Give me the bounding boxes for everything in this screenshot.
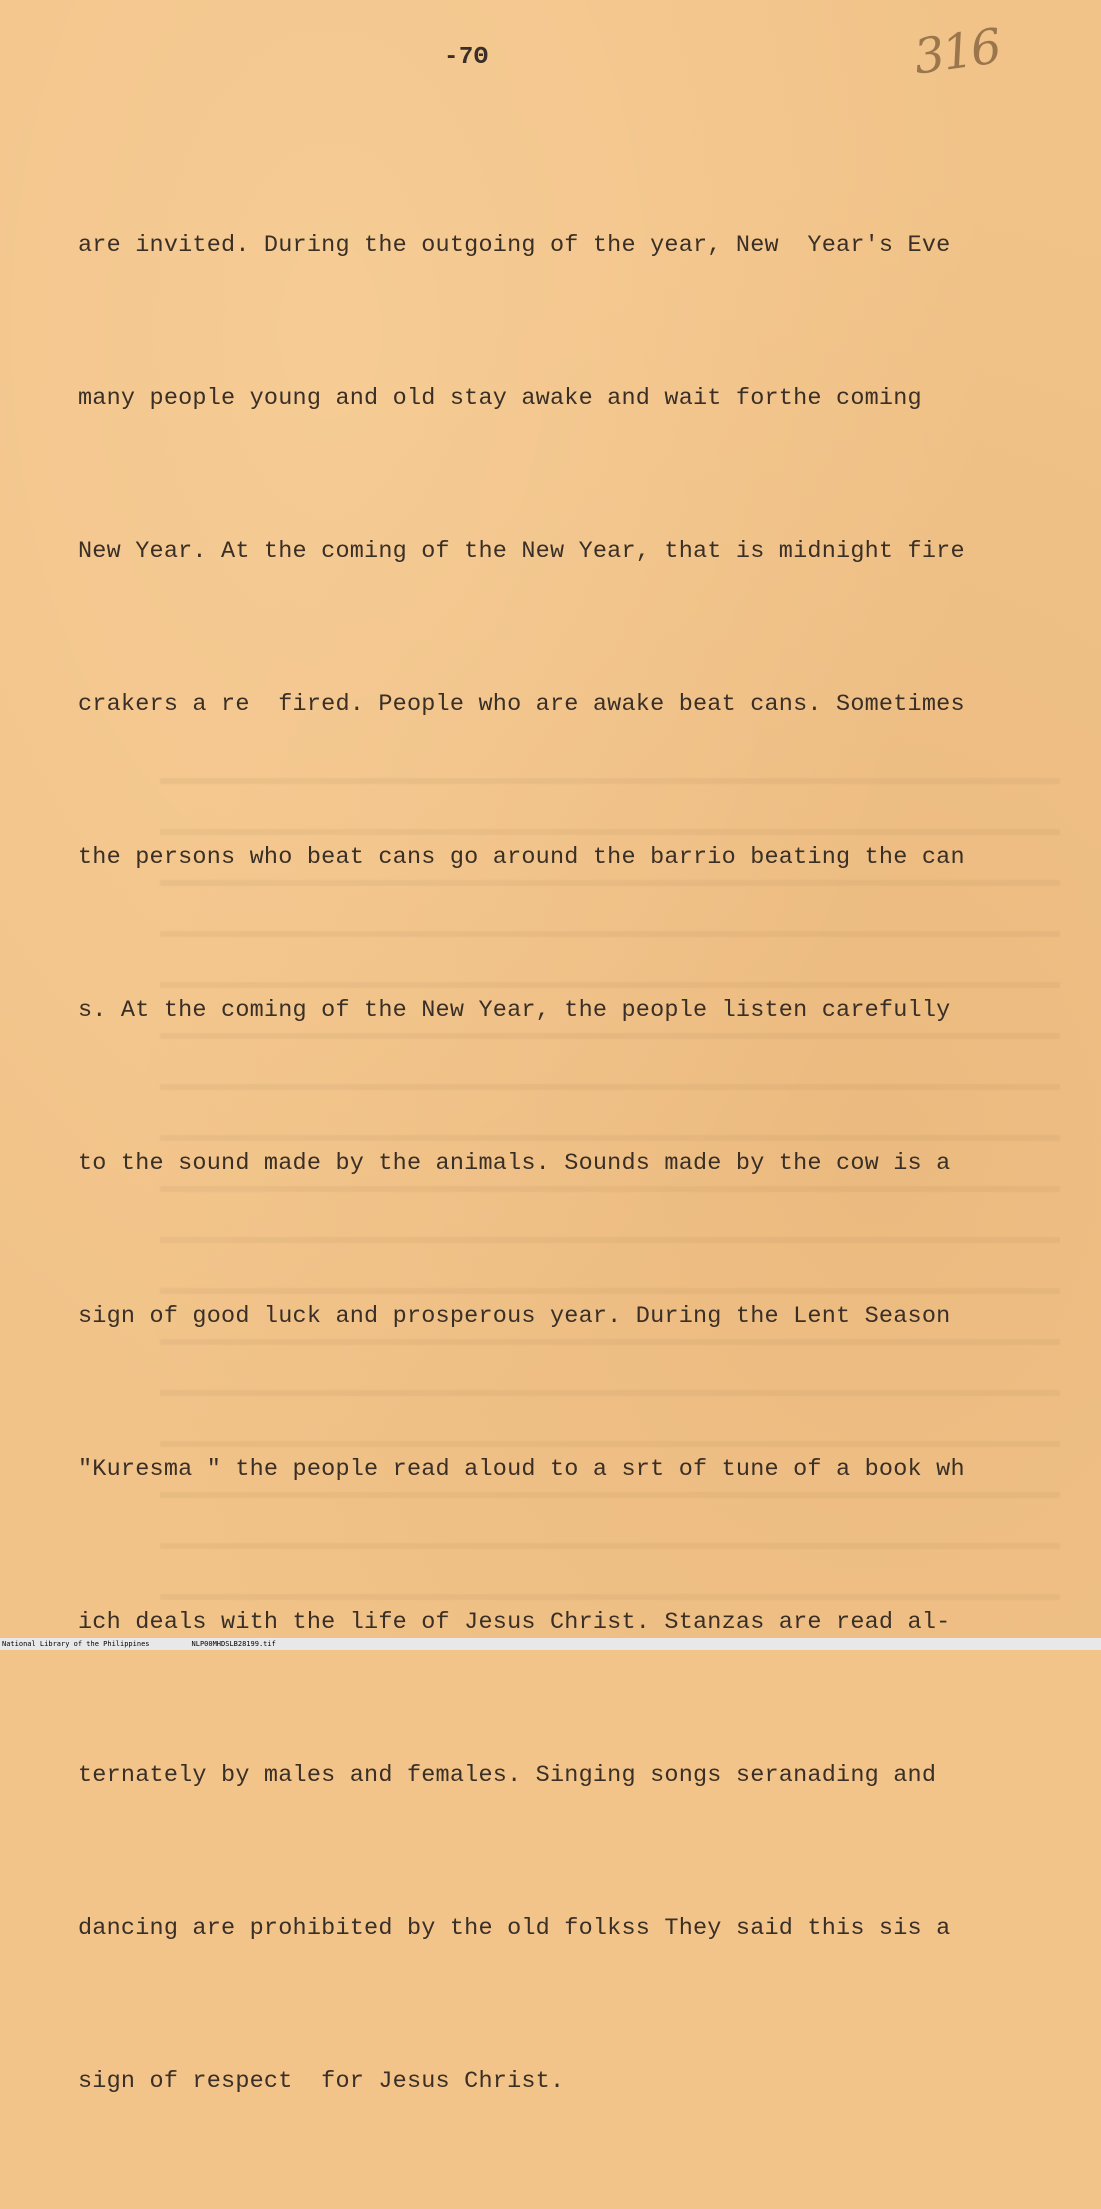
handwritten-archive-number: 316	[910, 18, 1004, 86]
text-line-8: sign of good luck and prosperous year. During the Lent Season	[78, 1303, 951, 1330]
page-number: -7Θ	[444, 44, 489, 71]
text-line-5: the persons who beat cans go around the barrio beating the can	[78, 844, 965, 871]
text-line-6: s. At the coming of the New Year, the people listen carefully	[78, 997, 951, 1024]
text-line-1: are invited. During the outgoing of the year, New Year's Eve	[78, 232, 951, 259]
text-line-12: dancing are prohibited by the old folkss They said this sis a	[78, 1915, 951, 1942]
text-line-2: many people young and old stay awake and wait forthe coming	[78, 385, 922, 412]
text-line-9: "Kuresma " the people read aloud to a srt of tune of a book wh	[78, 1456, 965, 1483]
text-line-10: ich deals with the life of Jesus Christ. Stanzas are read al-	[78, 1609, 951, 1636]
text-line-3: New Year. At the coming of the New Year, that is midnight fire	[78, 538, 965, 565]
footer-library: National Library of the Philippines	[2, 1640, 150, 1648]
text-line-11: ternately by males and females. Singing songs seranading and	[78, 1762, 937, 1789]
typed-body-text	[78, 118, 1038, 2209]
text-line-13: sign of respect for Jesus Christ.	[78, 2068, 565, 2095]
scan-footer	[0, 1638, 1101, 1650]
text-line-4: crakers a re fired. People who are awake beat cans. Sometimes	[78, 691, 965, 718]
text-line-7: to the sound made by the animals. Sounds made by the cow is a	[78, 1150, 951, 1177]
footer-file: NLP00MHDSLB28199.tif	[191, 1640, 276, 1648]
